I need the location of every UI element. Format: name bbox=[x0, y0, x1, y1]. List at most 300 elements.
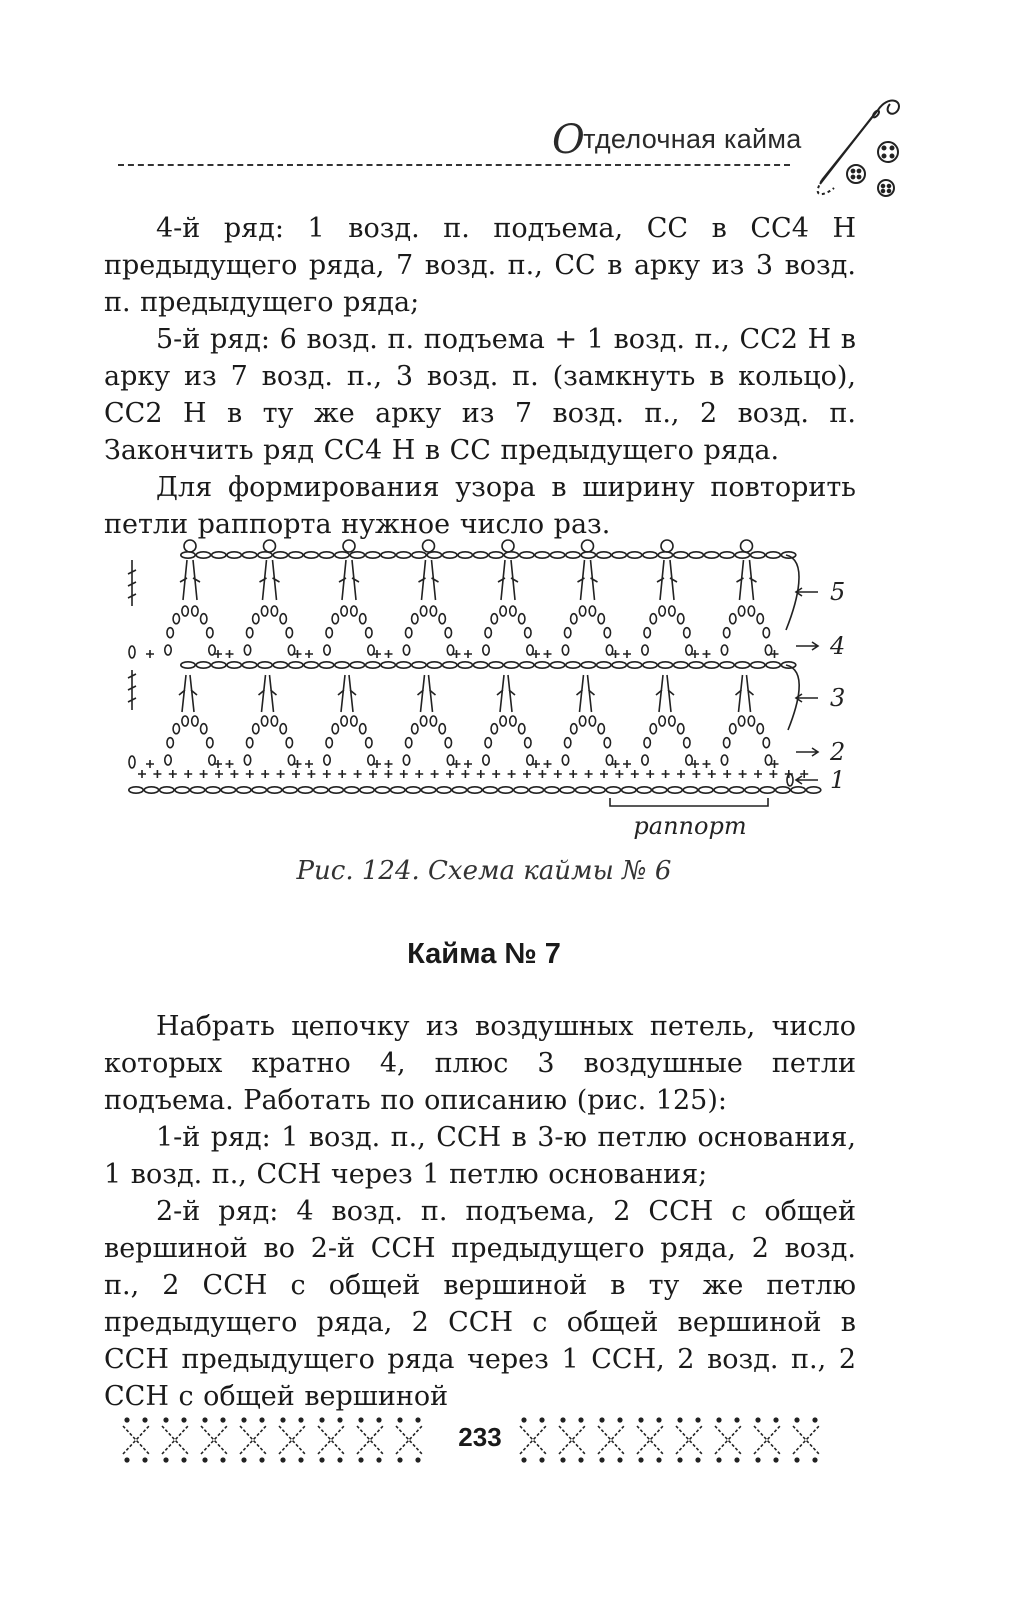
single-crochet-mark bbox=[169, 770, 177, 778]
single-crochet-mark bbox=[739, 770, 747, 778]
picot-ring bbox=[184, 540, 196, 552]
ornament-dot bbox=[319, 1457, 324, 1462]
chain-stitch bbox=[591, 787, 605, 793]
ornament-dot bbox=[337, 1417, 342, 1422]
chain-stitch bbox=[406, 787, 420, 793]
ornament-dot bbox=[142, 1457, 147, 1462]
chain-stitch bbox=[366, 662, 380, 668]
double-crochet-cluster bbox=[338, 675, 356, 712]
chain-stitch bbox=[760, 787, 774, 793]
chain-stitch bbox=[207, 628, 213, 638]
ornament-dot bbox=[638, 1417, 643, 1422]
ornament-dot bbox=[617, 1417, 622, 1422]
chain-stitch bbox=[175, 787, 189, 793]
chain-stitch bbox=[627, 662, 641, 668]
chain-stitch bbox=[412, 614, 418, 624]
chain-stitch bbox=[575, 787, 589, 793]
double-crochet-cluster bbox=[656, 675, 674, 712]
chain-stitch bbox=[375, 787, 389, 793]
chain-stitch bbox=[562, 645, 568, 655]
chain-stitch bbox=[201, 614, 207, 624]
ornament-dot bbox=[202, 1417, 207, 1422]
chain-stitch bbox=[341, 716, 347, 726]
chain-stitch bbox=[396, 662, 410, 668]
chain-stitch bbox=[757, 614, 763, 624]
ornament-dot bbox=[677, 1457, 682, 1462]
single-crochet-mark bbox=[600, 770, 608, 778]
chain-stitch bbox=[473, 662, 487, 668]
chain-stitch bbox=[606, 787, 620, 793]
chain-stitch bbox=[622, 787, 636, 793]
chain-stitch bbox=[535, 552, 549, 558]
chain-stitch bbox=[721, 645, 727, 655]
ornament-dot bbox=[280, 1417, 285, 1422]
double-crochet-cluster bbox=[736, 675, 754, 712]
ornament-dot bbox=[397, 1457, 402, 1462]
chain-stitch bbox=[650, 614, 656, 624]
single-crochet-mark bbox=[677, 770, 685, 778]
double-crochet-cluster bbox=[419, 560, 439, 600]
single-crochet-mark bbox=[492, 770, 500, 778]
chain-stitch bbox=[589, 716, 595, 726]
chain-stitch bbox=[258, 662, 272, 668]
chain-stitch bbox=[678, 614, 684, 624]
chain-stitch bbox=[729, 787, 743, 793]
chain-stitch bbox=[763, 738, 769, 748]
chain-stitch bbox=[604, 628, 610, 638]
ornament-cross bbox=[676, 1426, 702, 1454]
single-crochet-mark bbox=[277, 770, 285, 778]
chain-stitch bbox=[699, 787, 713, 793]
single-crochet-mark bbox=[153, 770, 161, 778]
chain-stitch bbox=[658, 662, 672, 668]
running-header-title bbox=[552, 112, 802, 163]
chain-stitch bbox=[659, 606, 665, 616]
picot-ring bbox=[582, 540, 594, 552]
ornament-dot bbox=[415, 1457, 420, 1462]
chain-stitch bbox=[485, 628, 491, 638]
ornament-dot bbox=[220, 1417, 225, 1422]
chain-stitch bbox=[564, 628, 570, 638]
ornament-dot bbox=[656, 1417, 661, 1422]
ornament-dot bbox=[773, 1457, 778, 1462]
chain-stitch bbox=[443, 552, 457, 558]
row-arrow bbox=[796, 748, 818, 756]
row-number-label: 5 bbox=[830, 578, 846, 606]
ornament-dot bbox=[337, 1457, 342, 1462]
ornament-dot bbox=[794, 1417, 799, 1422]
chain-stitch bbox=[221, 787, 235, 793]
ornament-dot bbox=[319, 1417, 324, 1422]
chain-stitch bbox=[571, 724, 577, 734]
chain-stitch bbox=[286, 628, 292, 638]
crochet-chart-figure bbox=[118, 530, 878, 860]
single-crochet-mark bbox=[631, 770, 639, 778]
chain-stitch bbox=[350, 662, 364, 668]
chain-stitch bbox=[683, 787, 697, 793]
chain-stitch bbox=[597, 552, 611, 558]
ornament-dot bbox=[734, 1457, 739, 1462]
chain-stitch bbox=[504, 552, 518, 558]
chain-stitch bbox=[396, 552, 410, 558]
ornament-cross bbox=[201, 1426, 227, 1454]
ornament-dot bbox=[124, 1457, 129, 1462]
chain-stitch bbox=[335, 552, 349, 558]
row-number-label: 4 bbox=[830, 632, 846, 660]
chain-stitch bbox=[351, 716, 357, 726]
picot-ring bbox=[661, 540, 673, 552]
ornament-cross bbox=[754, 1426, 780, 1454]
chain-stitch bbox=[766, 662, 780, 668]
double-crochet-cluster bbox=[578, 560, 598, 600]
ornament-dot bbox=[812, 1457, 817, 1462]
chain-stitch bbox=[129, 787, 143, 793]
chain-stitch bbox=[571, 614, 577, 624]
single-crochet-mark bbox=[464, 760, 472, 768]
chain-stitch bbox=[652, 787, 666, 793]
chain-stitch bbox=[674, 662, 688, 668]
chain-stitch bbox=[242, 662, 256, 668]
chain-stitch bbox=[271, 716, 277, 726]
single-crochet-mark bbox=[544, 760, 552, 768]
chain-stitch bbox=[196, 662, 210, 668]
row-number-label: 1 bbox=[830, 766, 846, 794]
double-crochet-cluster bbox=[259, 675, 277, 712]
ornament-dot bbox=[181, 1417, 186, 1422]
chain-stitch bbox=[286, 738, 292, 748]
chain-stitch bbox=[791, 787, 805, 793]
chain-stitch bbox=[757, 724, 763, 734]
single-crochet-mark bbox=[431, 770, 439, 778]
ornament-cross bbox=[357, 1426, 383, 1454]
row-arrow bbox=[796, 588, 818, 596]
chain-stitch bbox=[252, 787, 266, 793]
picot-ring bbox=[343, 540, 355, 552]
ornament-dot bbox=[539, 1457, 544, 1462]
chain-stitch bbox=[674, 552, 688, 558]
chain-stitch bbox=[341, 606, 347, 616]
chain-stitch bbox=[550, 552, 564, 558]
chain-stitch bbox=[319, 662, 333, 668]
top-text-block bbox=[104, 210, 856, 543]
chain-stitch bbox=[182, 716, 188, 726]
ornament-dot bbox=[716, 1457, 721, 1462]
chain-stitch bbox=[612, 552, 626, 558]
chain-stitch bbox=[360, 787, 374, 793]
section-heading: Кайма № 7 bbox=[407, 938, 561, 970]
chain-stitch bbox=[381, 552, 395, 558]
chain-stitch bbox=[332, 614, 338, 624]
picot-ring bbox=[502, 540, 514, 552]
chain-stitch bbox=[350, 552, 364, 558]
paragraph-row-4: 4-й ряд: 1 возд. п. подъема, СС в СС4 Н предыдущего ряда, 7 возд. п., СС в арку из 3 возд. п. предыдущего ряда; bbox=[104, 213, 856, 318]
chain-stitch bbox=[366, 552, 380, 558]
chain-stitch bbox=[324, 645, 330, 655]
double-crochet-cluster bbox=[339, 560, 359, 600]
chain-stitch bbox=[748, 606, 754, 616]
single-crochet-mark bbox=[230, 770, 238, 778]
paragraph-intro: Набрать цепочку из воздушных петель, число которых кратно 4, плюс 3 воздушные петли подъема. Работать по описанию (рис. 125): bbox=[104, 1011, 856, 1116]
chain-stitch bbox=[344, 787, 358, 793]
ornament-cross bbox=[279, 1426, 305, 1454]
single-crochet-mark bbox=[703, 760, 711, 768]
chain-stitch bbox=[642, 645, 648, 655]
chain-stitch bbox=[535, 662, 549, 668]
chain-stitch bbox=[678, 724, 684, 734]
row-arrow bbox=[796, 642, 818, 650]
chain-stitch bbox=[689, 662, 703, 668]
chain-stitch bbox=[332, 724, 338, 734]
paragraph-row-1: 1-й ряд: 1 возд. п., ССН в 3-ю петлю основания, 1 возд. п., ССН через 1 петлю основания; bbox=[104, 1122, 856, 1190]
chain-stitch bbox=[776, 787, 790, 793]
single-crochet-mark bbox=[307, 770, 315, 778]
chain-stitch bbox=[519, 614, 525, 624]
single-crochet-mark bbox=[261, 770, 269, 778]
ornament-cross bbox=[240, 1426, 266, 1454]
chain-stitch bbox=[489, 552, 503, 558]
ornament-dot bbox=[599, 1417, 604, 1422]
ornament-dot bbox=[142, 1417, 147, 1422]
single-crochet-mark bbox=[623, 650, 631, 658]
single-crochet-mark bbox=[615, 770, 623, 778]
single-crochet-mark bbox=[400, 770, 408, 778]
ornament-cross bbox=[598, 1426, 624, 1454]
chain-stitch bbox=[566, 662, 580, 668]
running-header-initial: О bbox=[552, 117, 586, 163]
chain-stitch bbox=[751, 662, 765, 668]
row-arrow bbox=[796, 776, 818, 784]
picot-ring bbox=[423, 540, 435, 552]
chain-stitch bbox=[173, 724, 179, 734]
chain-stitch bbox=[738, 716, 744, 726]
chain-stitch bbox=[391, 787, 405, 793]
paragraph-row-2: 2-й ряд: 4 возд. п. подъема, 2 ССН с общей вершиной во 2-й ССН предыдущего ряда, 2 возд. п., 2 ССН с общей вершиной в ту же петлю предыдущего ряда, 2 ССН с общей вершиной в ССН предыдущего ряда через 1 ССН, 2 возд. п., 2 ССН с общей вершиной bbox=[104, 1196, 856, 1412]
chain-stitch bbox=[445, 628, 451, 638]
ornament-dot bbox=[241, 1457, 246, 1462]
single-crochet-mark bbox=[623, 760, 631, 768]
chain-stitch bbox=[298, 787, 312, 793]
chain-stitch bbox=[173, 614, 179, 624]
chain-stitch bbox=[468, 787, 482, 793]
chain-stitch bbox=[144, 787, 158, 793]
chain-stitch bbox=[283, 787, 297, 793]
chain-stitch bbox=[483, 645, 489, 655]
chain-stitch bbox=[525, 628, 531, 638]
chain-stitch bbox=[545, 787, 559, 793]
chain-stitch bbox=[720, 552, 734, 558]
chain-stitch bbox=[579, 606, 585, 616]
chain-stitch bbox=[500, 716, 506, 726]
chain-stitch bbox=[192, 606, 198, 616]
ornament-cross bbox=[793, 1426, 819, 1454]
chain-stitch bbox=[519, 724, 525, 734]
chain-stitch bbox=[190, 787, 204, 793]
single-crochet-mark bbox=[200, 770, 208, 778]
single-crochet-mark bbox=[662, 770, 670, 778]
single-crochet-mark bbox=[138, 770, 146, 778]
single-crochet-mark bbox=[226, 760, 234, 768]
chain-stitch bbox=[280, 614, 286, 624]
ornament-dot bbox=[358, 1457, 363, 1462]
single-crochet-mark bbox=[464, 650, 472, 658]
single-crochet-mark bbox=[523, 770, 531, 778]
chain-stitch bbox=[581, 552, 595, 558]
chain-stitch bbox=[324, 755, 330, 765]
chain-stitch bbox=[735, 552, 749, 558]
ornament-cross bbox=[637, 1426, 663, 1454]
chain-stitch bbox=[430, 606, 436, 616]
picot-ring bbox=[264, 540, 276, 552]
chain-stitch bbox=[562, 755, 568, 765]
ornament-dot bbox=[560, 1457, 565, 1462]
chain-stitch bbox=[227, 662, 241, 668]
chain-stitch bbox=[439, 614, 445, 624]
single-crochet-mark bbox=[544, 650, 552, 658]
chain-stitch bbox=[267, 787, 281, 793]
ornament-dot bbox=[695, 1457, 700, 1462]
ornament-dot bbox=[202, 1457, 207, 1462]
chain-stitch bbox=[589, 606, 595, 616]
chain-stitch bbox=[491, 724, 497, 734]
chain-stitch bbox=[165, 645, 171, 655]
chain-stitch bbox=[525, 738, 531, 748]
ornament-dot bbox=[280, 1457, 285, 1462]
chain-stitch bbox=[273, 552, 287, 558]
figure-caption: Рис. 124. Схема каймы № 6 bbox=[296, 856, 672, 886]
chain-stitch bbox=[405, 738, 411, 748]
single-crochet-mark bbox=[215, 770, 223, 778]
ornament-cross bbox=[123, 1426, 149, 1454]
ornament-dot bbox=[599, 1457, 604, 1462]
single-crochet-mark bbox=[305, 760, 313, 768]
chain-stitch bbox=[237, 787, 251, 793]
chain-stitch bbox=[659, 716, 665, 726]
chain-stitch bbox=[192, 716, 198, 726]
chain-stitch bbox=[314, 787, 328, 793]
chain-stitch bbox=[271, 606, 277, 616]
chain-stitch bbox=[412, 552, 426, 558]
ornament-dot bbox=[298, 1457, 303, 1462]
chain-stitch bbox=[165, 755, 171, 765]
chain-stitch bbox=[498, 787, 512, 793]
turning-double-crochet bbox=[128, 670, 136, 710]
chain-stitch bbox=[745, 787, 759, 793]
single-crochet-mark bbox=[292, 770, 300, 778]
chain-stitch bbox=[181, 552, 195, 558]
chain-stitch bbox=[458, 552, 472, 558]
ornament-dot bbox=[656, 1457, 661, 1462]
chain-stitch bbox=[351, 606, 357, 616]
chain-stitch bbox=[520, 662, 534, 668]
chain-stitch bbox=[412, 724, 418, 734]
chain-stitch bbox=[412, 662, 426, 668]
single-crochet-mark bbox=[384, 770, 392, 778]
chain-stitch bbox=[483, 755, 489, 765]
ornament-dot bbox=[773, 1417, 778, 1422]
ornament-dot bbox=[259, 1417, 264, 1422]
chain-stitch bbox=[650, 724, 656, 734]
ornament-dot bbox=[716, 1417, 721, 1422]
row-number-label: 2 bbox=[830, 738, 846, 766]
ornament-cross bbox=[318, 1426, 344, 1454]
chain-stitch bbox=[643, 662, 657, 668]
chain-stitch bbox=[644, 628, 650, 638]
chain-stitch bbox=[720, 662, 734, 668]
chain-stitch bbox=[201, 724, 207, 734]
ornament-dot bbox=[397, 1417, 402, 1422]
running-header bbox=[0, 90, 1025, 190]
chain-stitch bbox=[581, 662, 595, 668]
running-header-title-rest: тделочная кайма bbox=[583, 124, 802, 154]
single-crochet-mark bbox=[323, 770, 331, 778]
chain-stitch bbox=[253, 724, 259, 734]
single-crochet-mark bbox=[246, 770, 254, 778]
chain-stitch bbox=[326, 738, 332, 748]
ornament-dot bbox=[181, 1457, 186, 1462]
single-crochet-mark bbox=[754, 770, 762, 778]
ornament-cross bbox=[559, 1426, 585, 1454]
chain-stitch bbox=[735, 662, 749, 668]
chain-stitch bbox=[473, 552, 487, 558]
ornament-dot bbox=[241, 1417, 246, 1422]
chain-stitch bbox=[304, 552, 318, 558]
single-crochet-mark bbox=[554, 770, 562, 778]
ornament-dot bbox=[376, 1417, 381, 1422]
chain-stitch bbox=[510, 716, 516, 726]
ornament-dot bbox=[734, 1417, 739, 1422]
row-arrow bbox=[796, 694, 818, 702]
page-footer bbox=[0, 1412, 1025, 1472]
double-crochet-cluster bbox=[180, 560, 200, 600]
single-crochet-mark bbox=[369, 770, 377, 778]
chain-stitch bbox=[420, 716, 426, 726]
double-crochet-cluster bbox=[418, 675, 436, 712]
chain-stitch bbox=[604, 738, 610, 748]
ornament-dot bbox=[376, 1457, 381, 1462]
ornament-cross bbox=[715, 1426, 741, 1454]
needle-and-buttons-icon bbox=[808, 90, 908, 210]
single-crochet-mark bbox=[538, 770, 546, 778]
single-crochet-mark bbox=[477, 770, 485, 778]
chain-stitch bbox=[273, 662, 287, 668]
double-crochet-cluster bbox=[657, 560, 677, 600]
chain-stitch bbox=[669, 716, 675, 726]
chain-stitch bbox=[668, 787, 682, 793]
ornament-dot bbox=[578, 1417, 583, 1422]
ornament-dot bbox=[812, 1417, 817, 1422]
chain-stitch bbox=[403, 755, 409, 765]
chain-stitch bbox=[658, 552, 672, 558]
chain-stitch bbox=[289, 662, 303, 668]
chain-stitch bbox=[196, 552, 210, 558]
chain-stitch bbox=[212, 552, 226, 558]
chain-stitch bbox=[485, 738, 491, 748]
chain-stitch bbox=[253, 614, 259, 624]
chain-stitch bbox=[242, 552, 256, 558]
chain-stitch bbox=[458, 662, 472, 668]
chain-stitch bbox=[642, 755, 648, 765]
ornament-dot bbox=[638, 1457, 643, 1462]
ornament-dot bbox=[521, 1417, 526, 1422]
bottom-text-block bbox=[104, 1008, 856, 1415]
chain-stitch bbox=[684, 738, 690, 748]
chain-stitch bbox=[564, 738, 570, 748]
chain-stitch bbox=[207, 738, 213, 748]
chain-stitch bbox=[560, 787, 574, 793]
single-crochet-mark bbox=[769, 770, 777, 778]
chain-stitch bbox=[763, 628, 769, 638]
chain-stitch bbox=[483, 787, 497, 793]
